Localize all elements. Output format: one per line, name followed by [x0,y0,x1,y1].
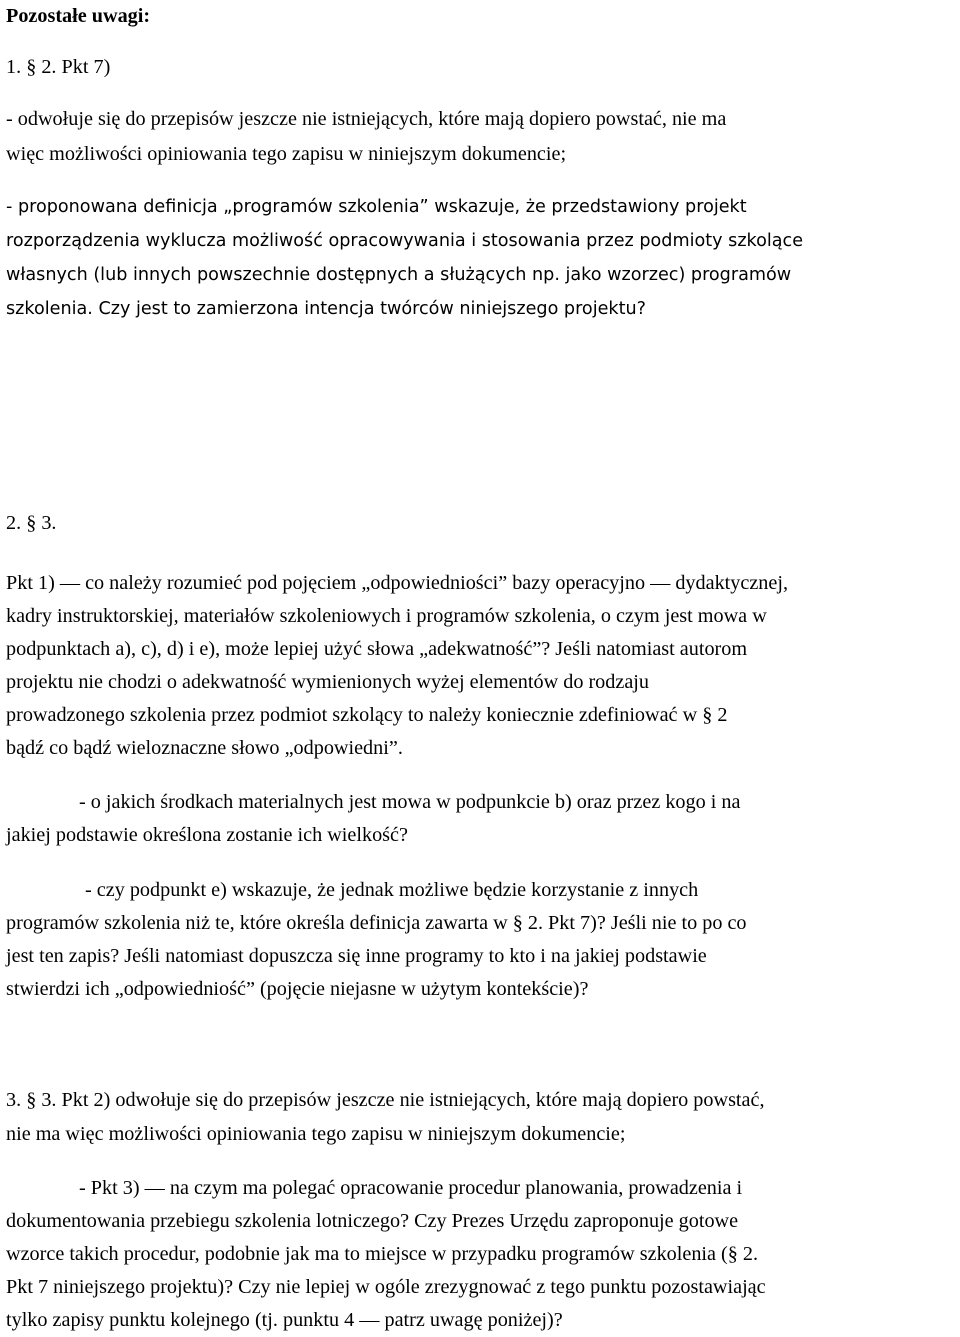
remark-2-question-line: programów szkolenia niż te, które określa definicja zawarta w § 2. Pkt 7)? Jeśli nie to po co [6,912,747,934]
remark-2-question-line: - o jakich środkach materialnych jest mowa w podpunkcie b) oraz przez kogo i na [79,791,741,813]
remark-3-point-line: - Pkt 3) — na czym ma polegać opracowanie procedur planowania, prowadzenia i [79,1177,743,1199]
remark-1-line: więc możliwości opiniowania tego zapisu w niniejszym dokumencie; [6,143,567,165]
remark-2-question-line: jest ten zapis? Jeśli natomiast dopuszcza się inne programy to kto i na jakiej podstawie [6,945,707,967]
remark-2-paragraph-line: podpunktach a), c), d) i e), może lepiej użyć słowa „adekwatność”? Jeśli natomiast autorom [6,638,748,660]
remark-3-point-line: Pkt 7 niniejszego projektu)? Czy nie lepiej w ogóle zrezygnować z tego punktu pozostawiając [6,1276,766,1298]
definition-line: - proponowana definicja „programów szkolenia” wskazuje, że przedstawiony projekt [6,197,747,217]
remark-3-point-line: dokumentowania przebiegu szkolenia lotniczego? Czy Prezes Urzędu zaproponuje gotowe [6,1210,739,1232]
remark-3-point-line: tylko zapisy punktu kolejnego (tj. punktu 4 — patrz uwagę poniżej)? [6,1309,563,1331]
remark-2-question-line: stwierdzi ich „odpowiedniość” (pojęcie niejasne w użytym kontekście)? [6,978,589,1000]
remark-2-question-line: - czy podpunkt e) wskazuje, że jednak możliwe będzie korzystanie z innych [85,879,699,901]
definition-line: rozporządzenia wyklucza możliwość opracowywania i stosowania przez podmioty szkolące [6,231,804,251]
remark-2-paragraph-line: bądź co bądź wieloznaczne słowo „odpowiedni”. [6,737,403,759]
definition-line: własnych (lub innych powszechnie dostępnych a służących np. jako wzorzec) programów [6,265,792,285]
remark-2-paragraph-line: Pkt 1) — co należy rozumieć pod pojęciem „odpowiedniości” bazy operacyjno — dydaktycznej, [6,572,788,594]
remark-3-line: 3. § 3. Pkt 2) odwołuje się do przepisów jeszcze nie istniejących, które mają dopiero powstać, [6,1089,765,1111]
remark-2-paragraph-line: projektu nie chodzi o adekwatność wymienionych wyżej elementów do rodzaju [6,671,649,693]
remark-2-paragraph-line: prowadzonego szkolenia przez podmiot szkolący to należy koniecznie zdefiniować w § 2 [6,704,728,726]
remark-3-line: nie ma więc możliwości opiniowania tego zapisu w niniejszym dokumencie; [6,1123,626,1145]
remark-1-line: - odwołuje się do przepisów jeszcze nie istniejących, które mają dopiero powstać, nie ma [6,108,727,130]
remark-2-reference: 2. § 3. [6,512,57,534]
remark-1-reference: 1. § 2. Pkt 7) [6,56,111,78]
remark-2-paragraph-line: kadry instruktorskiej, materiałów szkoleniowych i programów szkolenia, o czym jest mowa w [6,605,767,627]
remark-2-question-line: jakiej podstawie określona zostanie ich wielkość? [6,824,408,846]
section-heading: Pozostałe uwagi: [6,5,151,27]
remark-3-point-line: wzorce takich procedur, podobnie jak ma to miejsce w przypadku programów szkolenia (§ 2. [6,1243,759,1265]
definition-line: szkolenia. Czy jest to zamierzona intencja twórców niniejszego projektu? [6,299,646,319]
